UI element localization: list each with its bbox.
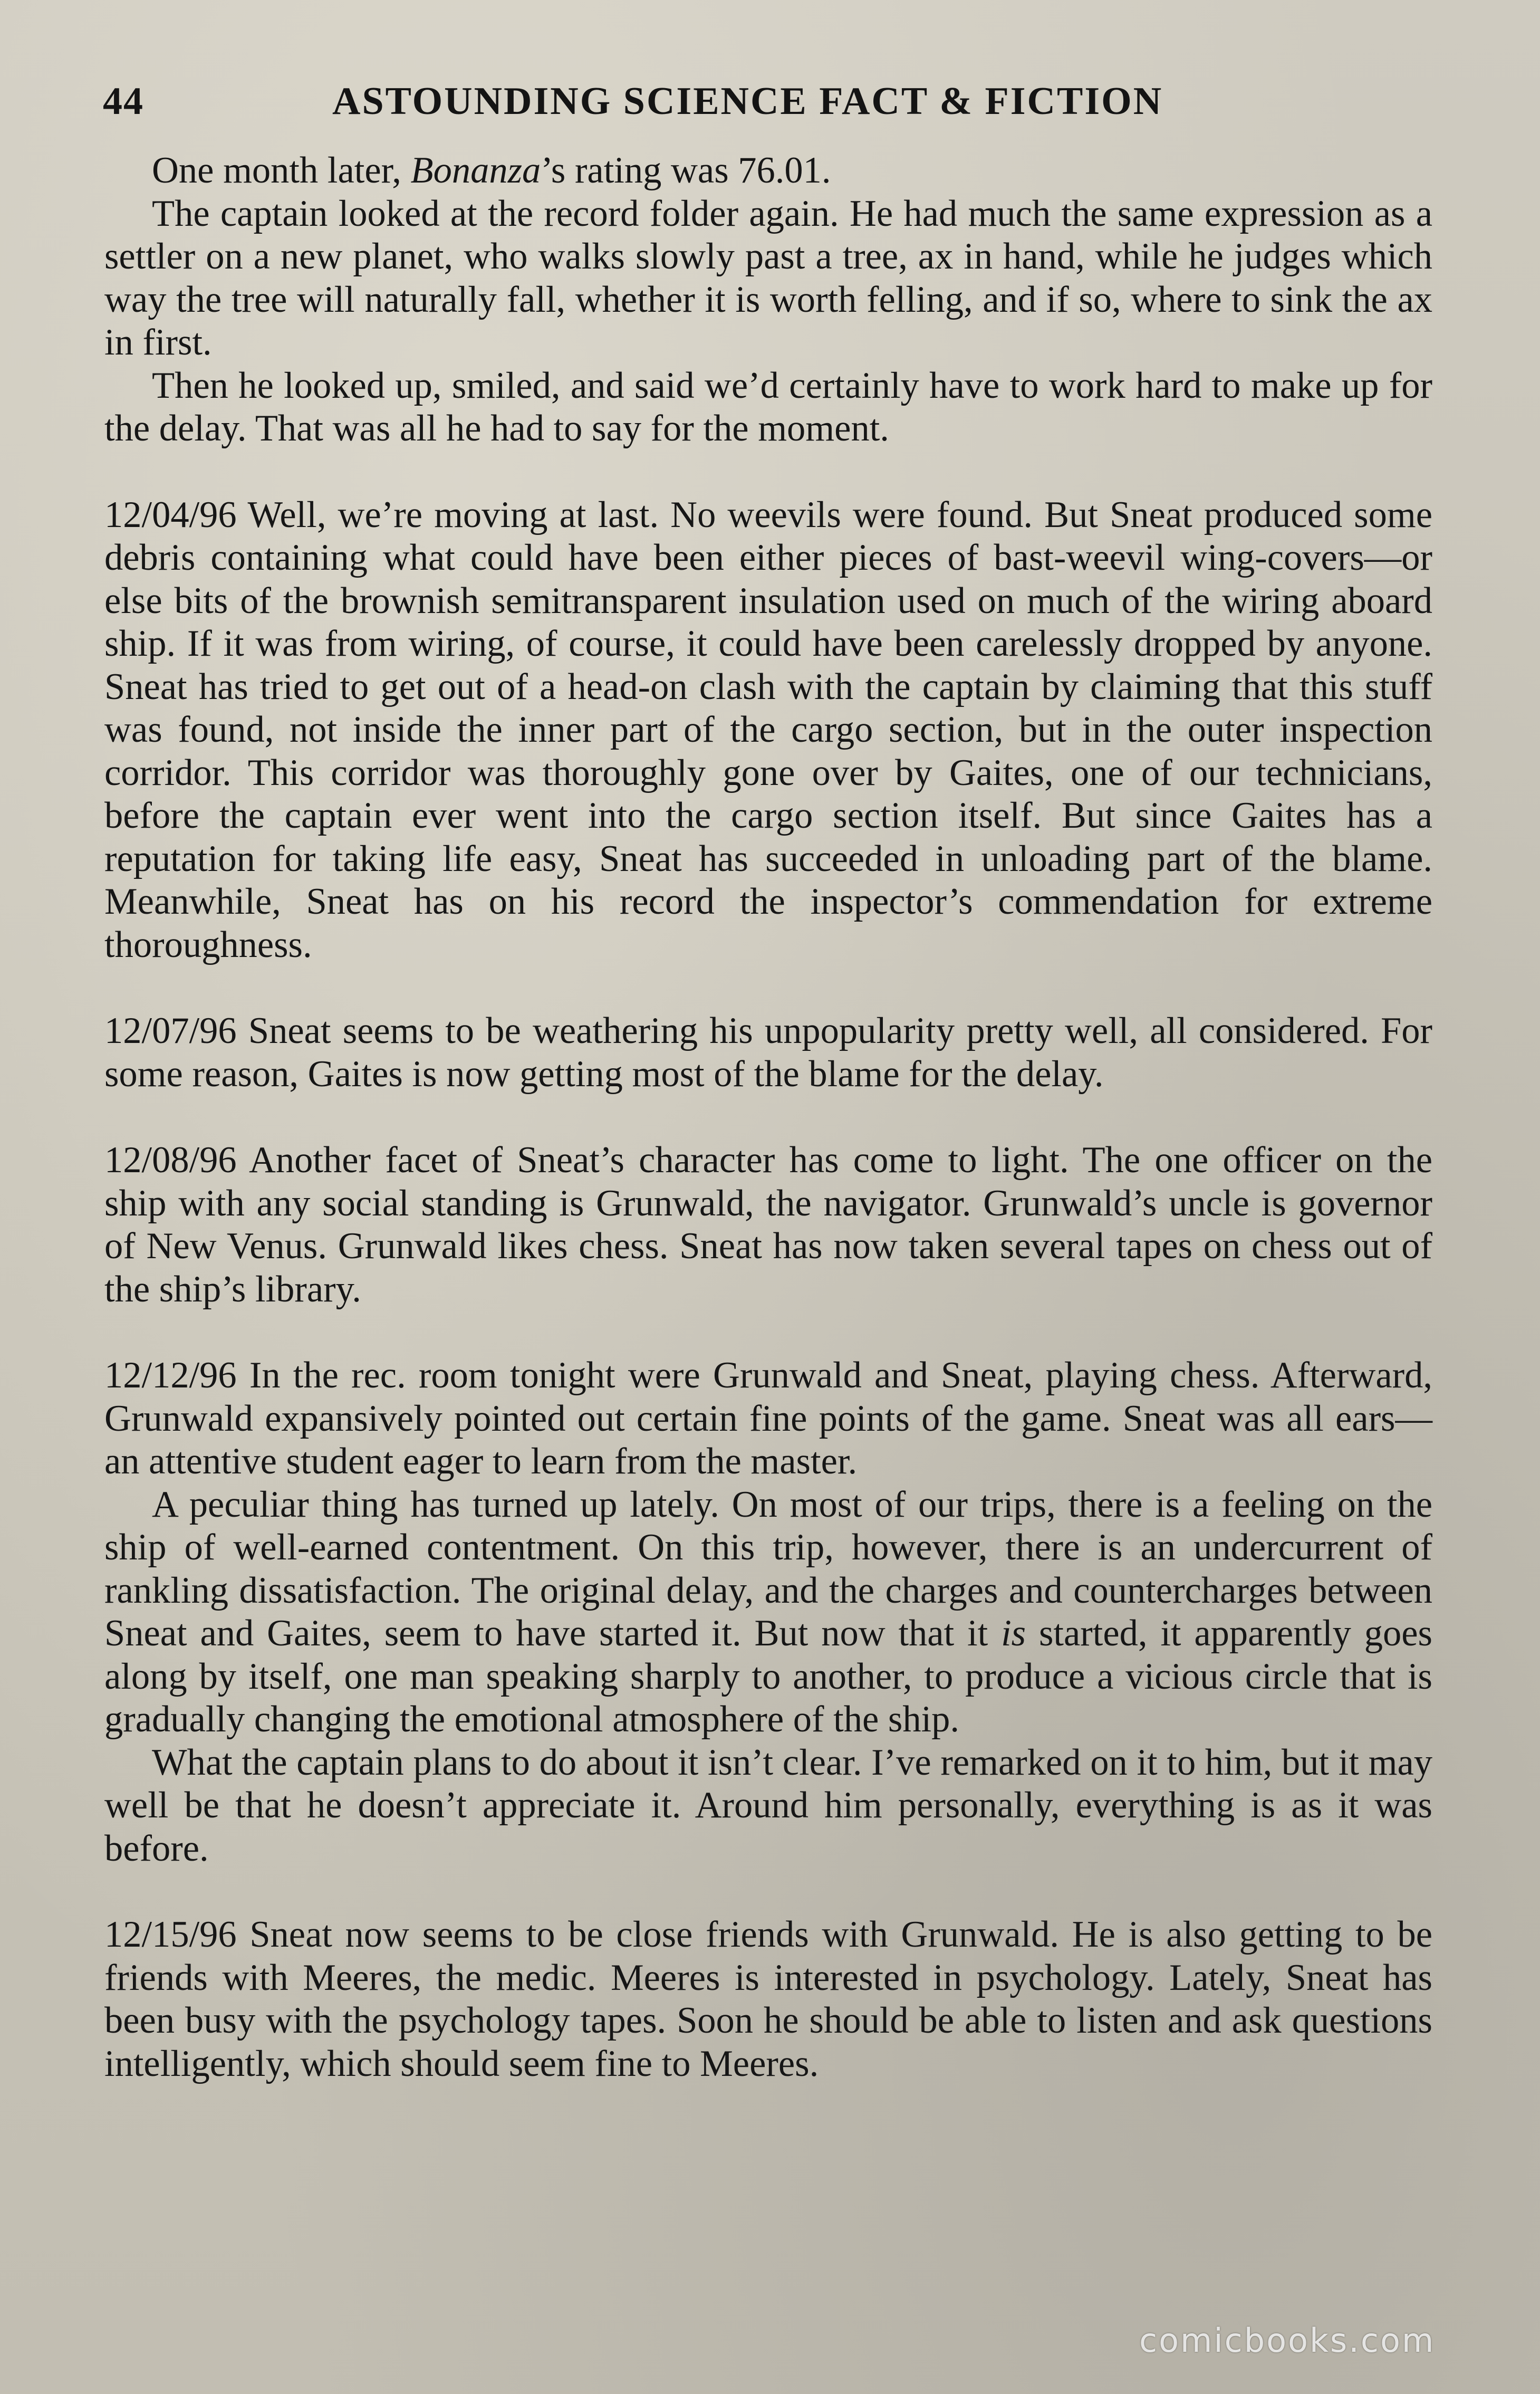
paragraph-captain-plans: What the captain plans to do about it isn’t clear. I’ve remarked on it to him, but it may well be that he doesn’t appreciate it. Around him personally, everything is as it was before. bbox=[104, 1741, 1432, 1869]
log-entry-12-15-96: 12/15/96 Sneat now seems to be close friends with Grunwald. He is also getting to be friends with Meeres, the medic. Meeres is interested in psychology. Lately, Sneat has been busy with the psychology tapes. Soon he should be able to listen and ask questions intelligently, which should seem fine to Meeres. bbox=[104, 1914, 1432, 2084]
paragraph-dissatisfaction: A peculiar thing has turned up lately. On most of our trips, there is a feeling on the ship of well-earned contentment. On this trip, however, there is an undercurrent of rankling dissatisfaction. The original delay, and the charges and countercharges between Sneat and Gaites, seem to have started it. But now that it is started, it apparently goes along by itself, one man speaking sharply to another, to produce a vicious circle that is gradually changing the emotional atmosphere of the ship. bbox=[104, 1483, 1432, 1740]
log-entry-12-07-96: 12/07/96 Sneat seems to be weathering his unpopularity pretty well, all considered. For some reason, Gaites is now getting most of the blame for the delay. bbox=[104, 1010, 1432, 1095]
log-entry-12-08-96: 12/08/96 Another facet of Sneat’s character has come to light. The one officer on the ship with any social standing is Grunwald, the navigator. Grunwald’s uncle is governor of New Venus. Grunwald likes chess. Sneat has now taken several tapes on chess out of the ship’s library. bbox=[104, 1139, 1432, 1310]
running-head bbox=[103, 79, 1437, 137]
paragraph-rating: One month later, Bonanza’s rating was 76.01. bbox=[152, 150, 831, 191]
story-text bbox=[104, 149, 1432, 2085]
log-entry-12-12-96: 12/12/96 In the rec. room tonight were Grunwald and Sneat, playing chess. Afterward, Grunwald expansively pointed out certain fine points of the game. Sneat was all ears—an attentive student eager to learn from the master. bbox=[104, 1355, 1432, 1482]
page-number: 44 bbox=[103, 80, 144, 123]
italic-ship-name: Bonanza bbox=[410, 150, 541, 191]
paragraph-captain-record: The captain looked at the record folder again. He had much the same expression as a settler on a new planet, who walks slowly past a tree, ax in hand, while he judges which way the tree will naturally fall, whether it is worth felling, and if so, where to sink the ax in first. bbox=[104, 193, 1432, 363]
paragraph-captain-smiled: Then he looked up, smiled, and said we’d certainly have to work hard to make up for the delay. That was all he had to say for the moment. bbox=[104, 365, 1432, 449]
log-entry-12-04-96: 12/04/96 Well, we’re moving at last. No weevils were found. But Sneat produced some debris containing what could have been either pieces of bast-weevil wing-covers—or else bits of the brownish semitransparent insulation used on much of the wiring aboard ship. If it was from wiring, of course, it could have been carelessly dropped by anyone. Sneat has tried to get out of a head-on clash with the captain by claiming that this stuff was found, not inside the inner part of the cargo section, but in the outer inspection corridor. This corridor was thoroughly gone over by Gaites, one of our technicians, before the captain ever went into the cargo section itself. But since Gaites has a reputation for taking life easy, Sneat has succeeded in unloading part of the blame. Meanwhile, Sneat has on his record the inspector’s commendation for extreme thoroughness. bbox=[104, 494, 1432, 965]
magazine-title: ASTOUNDING SCIENCE FACT & FICTION bbox=[332, 80, 1163, 123]
site-watermark: comicbooks.com bbox=[1139, 2321, 1436, 2360]
italic-is: is bbox=[1001, 1613, 1026, 1654]
